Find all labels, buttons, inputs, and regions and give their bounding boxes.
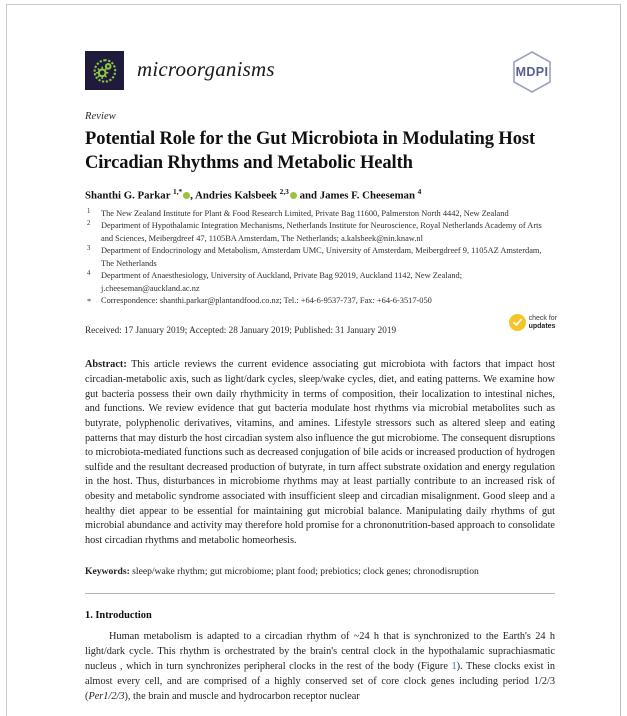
affiliation-marker: 4 — [87, 270, 91, 278]
keywords — [85, 565, 555, 578]
crossmark-label — [529, 315, 557, 332]
bacterium-icon — [90, 56, 120, 86]
mdpi-logo — [509, 49, 555, 93]
affiliation-row — [85, 220, 555, 245]
gene-name: Per1/2/3 — [88, 690, 125, 702]
paragraph-text-part2: ). These clocks exist in almost every cell, and are comprised of a highly conserved set of core clock genes including period 1/2/3 ( — [85, 660, 555, 702]
affiliation-row — [85, 245, 555, 270]
paragraph-text-part3: ), the brain and muscle and hydrocarbon receptor nuclear — [124, 690, 360, 702]
divider — [85, 593, 555, 594]
affiliation-row — [85, 270, 555, 295]
affiliation-marker: 2 — [87, 220, 91, 228]
affiliation-text: Department of Endocrinology and Metabolism, Amsterdam UMC, University of Amsterdam, Meibergdreef 9, 1105AZ Amsterdam, The Netherlands — [101, 246, 542, 268]
keywords-text: sleep/wake rhythm; gut microbiome; plant food; prebiotics; clock genes; chronodisruption — [129, 566, 479, 578]
page-content — [85, 47, 555, 704]
affiliation-text: The New Zealand Institute for Plant & Food Research Limited, Private Bag 11600, Palmerston North 4442, New Zealand — [101, 208, 509, 218]
orcid-icon[interactable] — [290, 192, 297, 199]
orcid-icon[interactable] — [183, 192, 190, 199]
journal-masthead — [85, 47, 555, 95]
affiliation-marker: 1 — [87, 207, 91, 215]
affiliation-text: Department of Anaesthesiology, University of Auckland, Private Bag 92019, Auckland 1142, New Zealand; j.cheeseman@auckland.ac.nz — [101, 271, 463, 293]
affiliation-text: Correspondence: shanthi.parkar@plantandfood.co.nz; Tel.: +64-6-9537-737, Fax: +64-6-3517-050 — [101, 296, 432, 306]
article-type: Review — [85, 111, 116, 122]
crossmark-line2: updates — [528, 322, 556, 330]
section-heading-introduction: 1. Introduction — [85, 609, 152, 621]
keywords-label: Keywords: — [85, 566, 130, 578]
paragraph-text-part1: Human metabolism is adapted to a circadian rhythm of ~24 h that is synchronized to the Earth's 24 h light/dark cycle. This rhythm is orchestrated by the brain's central clock in the hypothalamic suprachiasmatic nucleus , which in turn synchronizes peripheral clocks in the rest of the body (Figure — [85, 630, 555, 672]
author-list: Shanthi G. Parkar $^{1,*}$ , Andries Kalsbeek $^{2,3}$ and James F. Cheeseman $^4$ — [85, 187, 422, 202]
check-circle-icon — [509, 314, 526, 331]
affiliation-row — [85, 295, 555, 307]
crossmark-badge[interactable] — [509, 314, 557, 331]
publication-dates: Received: 17 January 2019; Accepted: 28 January 2019; Published: 31 January 2019 — [85, 325, 397, 336]
affiliation-text: Department of Hypothalamic Integration Mechanisms, Netherlands Institute for Neuroscience, Royal Netherlands Academy of Arts and Sciences, Meibergdreef 47, 1105BA Amsterdam, The Netherlands; a.kalsbeek@nin.knaw.nl — [101, 221, 542, 243]
page-title: Potential Role for the Gut Microbiota in Modulating Host Circadian Rhythms and Metabolic Health — [85, 129, 536, 173]
publication-dates-row — [85, 314, 557, 350]
crossmark-line1: check for — [528, 314, 557, 322]
svg-text:MDPI: MDPI — [515, 65, 549, 79]
journal-logo — [85, 51, 124, 90]
mdpi-hexagon-icon — [509, 49, 555, 93]
journal-title: microorganisms — [137, 57, 275, 81]
abstract-text: This article reviews the current evidence associating gut microbiota with factors that impact host circadian-metabolic axis, such as light/dark cycles, sleep/wake cycles, diet, and eating patterns. We examine how gut bacteria possess their own daily rhythmicity in terms of composition, their localization to intestinal niches, and functions. We review evidence that gut bacteria modulate host rhythms via microbial metabolites such as butyrate, polyphenolic derivatives, vitamins, and amines. Lifestyle stressors such as altered sleep and eating patterns that may disturb the host circadian system also influence the gut microbiome. The consequent disruptions to microbiota-mediated functions such as decreased conjugation of bile acids or increased production of hydrogen sulfide and the resultant decreased production of butyrate, in turn affect substrate oxidation and energy regulation in the host. Thus, disturbances in microbiome rhythms may at least partially contribute to an increased risk of obesity and metabolic syndrome associated with insufficient sleep and circadian misalignment. Good sleep and a healthy diet appear to be essential for maintaining gut microbial balance. Manipulating daily rhythms of gut microbial abundance and activity may therefore hold promise for a chrononutrition-based approach to consolidate host circadian rhythms and metabolic homeorhesis. — [85, 359, 555, 546]
affiliation-list — [85, 208, 555, 308]
figure-1-link[interactable]: 1 — [451, 660, 457, 672]
affiliation-marker: * — [87, 297, 92, 307]
abstract-label: Abstract: — [85, 359, 127, 371]
affiliation-row — [85, 208, 555, 220]
abstract — [85, 358, 555, 548]
affiliation-marker: 3 — [87, 245, 91, 253]
introduction-paragraph — [85, 630, 555, 705]
document-page — [6, 4, 621, 716]
